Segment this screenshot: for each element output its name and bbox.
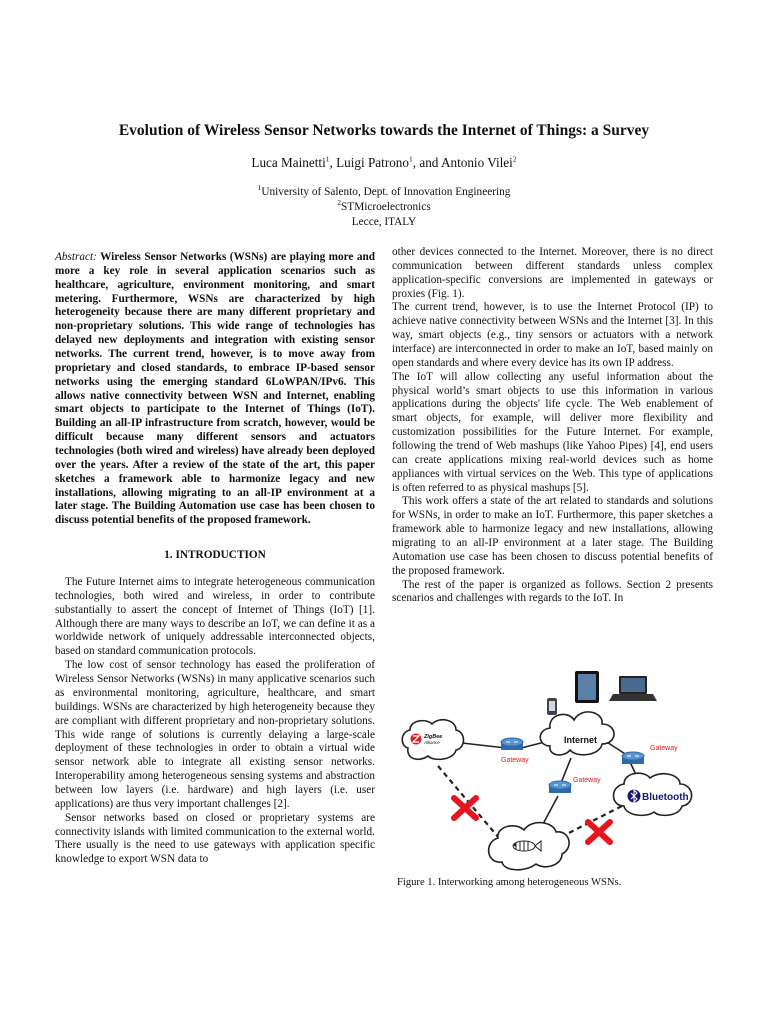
author-affiliation-mark: 1 bbox=[325, 154, 330, 164]
phone-icon bbox=[547, 698, 557, 715]
author-separator: , bbox=[329, 155, 337, 170]
right-column bbox=[392, 246, 713, 606]
bluetooth-cloud bbox=[614, 773, 692, 815]
gateway-label-center: Gateway bbox=[573, 777, 601, 784]
body-paragraph: The IoT will allow collecting any useful information about the physical world’s smart objects to use this information in various applications during the objects' life cycle. The Web enablement of smart objects, for example, will deliver more flexibility and customization possibilities for the Future Internet. For example, following the trend of Web mashups (like Yahoo Pipes) [4], end users can create applications mixing real-world devices such as home appliances with virtual services on the Web. This type of applications is often referred to as physical mashups [5]. bbox=[392, 370, 713, 494]
gateway-router-center-icon bbox=[549, 781, 571, 793]
affiliation-mark: 2 bbox=[337, 198, 342, 208]
internet-cloud bbox=[540, 712, 614, 755]
abstract-text: Wireless Sensor Networks (WSNs) are playing more and more a key role in several application scenarios such as healthcare, agriculture, environment monitoring, and smart metering. Furthermore, WSNs are characterized by high heterogeneity because there are many different proprietary and non-proprietary solutions. This wide range of technologies has delayed new deployments and integration with existing sensor networks. The current trend, however, is to move away from proprietary and closed standards, to embrace IP-based sensor networks using the emerging standard 6LoWPAN/IPv6. This allows native connectivity between WSN and Internet, enabling smart objects to participate to the Internet of Things (IoT). Building an all-IP infrastructure from scratch, however, would be difficult because many different sensors and actuators technologies (both wired and wireless) have already been deployed over the years. After a review of the state of the art, this paper sketches a framework able to harmonize legacy and new installations, allowing migrating to an all-IP environment at a later stage. The Building Automation use case has been chosen to discuss potential benefits of the proposed framework. bbox=[55, 251, 375, 527]
author-list bbox=[40, 154, 728, 172]
link-gateway-wsn bbox=[543, 796, 558, 824]
internet-label: Internet bbox=[564, 735, 598, 745]
body-paragraph: other devices connected to the Internet. Moreover, there is no direct communication between different standards unless complex application-specific conversions are implemented in gateways or proxies (Fig. 1). bbox=[392, 246, 713, 300]
affiliation-block bbox=[40, 185, 728, 230]
author-separator: , and bbox=[412, 155, 441, 170]
author-affiliation-mark: 2 bbox=[512, 154, 517, 164]
body-paragraph: The current trend, however, is to use the Internet Protocol (IP) to achieve native connectivity between WSNs and the Internet [3]. In this way, smart objects (e.g., tiny sensors or actuators with a network interface) are interconnected in order to make an IoT, based mainly on open standards and where every device has its own IP address. bbox=[392, 301, 713, 369]
link-zigbee-gateway bbox=[462, 743, 506, 748]
affiliation-line: $^1$University of Salento, Dept. of Innovation Engineering bbox=[257, 183, 511, 198]
author-name: Antonio Vilei bbox=[440, 155, 513, 170]
abstract bbox=[55, 251, 375, 528]
affiliation-line: Lecce, ITALY bbox=[351, 216, 417, 228]
gateway-router-left-icon bbox=[501, 738, 523, 750]
zigbee-label: ZigBee bbox=[424, 734, 443, 740]
zigbee-sublabel: Alliance bbox=[424, 740, 440, 745]
gateway-router-right-icon bbox=[622, 752, 644, 764]
gateway-label-right: Gateway bbox=[650, 745, 678, 752]
author-affiliation-mark: 1 bbox=[409, 154, 413, 164]
figure-caption: Figure 1. Interworking among heterogeneous WSNs. bbox=[397, 877, 622, 888]
figure-interworking-diagram bbox=[398, 666, 710, 876]
author-name: Luca Mainetti bbox=[251, 155, 326, 170]
section-heading-introduction: 1. INTRODUCTION bbox=[164, 549, 266, 562]
zigbee-cloud bbox=[402, 720, 463, 760]
tablet-icon bbox=[575, 671, 599, 703]
link-internet-gateway-center bbox=[561, 758, 571, 783]
left-column bbox=[55, 251, 375, 867]
body-paragraph: The rest of the paper is organized as follows. Section 2 presents scenarios and challenges with regards to the IoT. In bbox=[392, 578, 713, 605]
author-name: Luigi Patrono bbox=[336, 155, 409, 170]
affiliation-mark: 1 bbox=[257, 183, 262, 193]
body-paragraph: The Future Internet aims to integrate heterogeneous communication technologies, both wired and wireless, in order to contribute substantially to assert the concept of Internet of Things (IoT) [1]. Although there are many ways to describe an IoT, we can define it as a worldwide network of uniquely addressable interconnected objects, based on standard communication protocols. bbox=[55, 576, 375, 658]
gateway-label-left: Gateway bbox=[501, 757, 529, 764]
body-paragraph: The low cost of sensor technology has eased the proliferation of Wireless Sensor Networks (WSNs) in many applicative scenarios such as environmental monitoring, agriculture, healthcare, and smart buildings. WSNs are characterized by high heterogeneity because they are compliant with different proprietary and non-proprietary solutions. This wide range of solutions is currently delaying a large-scale deployment of these technologies in order to obtain a virtual wide sensor network able to integrate all existing sensor networks. Interoperability among heterogeneous sensing systems and abstraction between low layers (i.e. hardware) and high layers (i.e. user applications) are thus very important challenges [2]. bbox=[55, 659, 375, 810]
body-paragraph: This work offers a state of the art related to standards and solutions for WSNs, in order to make an IoT. Furthermore, this paper sketches a framework able to harmonize legacy and new installations, allowing migrating to an all-IP environment at a later stage. The Building Automation use case has been chosen to discuss potential benefits of the proposed framework. bbox=[392, 495, 713, 577]
laptop-icon bbox=[609, 676, 657, 701]
wsn-cloud bbox=[489, 823, 569, 870]
bluetooth-label: Bluetooth bbox=[642, 792, 689, 803]
abstract-label: Abstract: bbox=[55, 251, 97, 263]
affiliation-line: $^2$STMicroelectronics bbox=[337, 198, 431, 213]
body-paragraph: Sensor networks based on closed or proprietary systems are connectivity islands with limited communication to the external world. There usually is the need to use gateways with application specific knowledge to export WSN data to bbox=[55, 811, 375, 866]
cross-icon bbox=[588, 822, 610, 842]
paper-title: Evolution of Wireless Sensor Networks towards the Internet of Things: a Survey bbox=[118, 122, 650, 139]
